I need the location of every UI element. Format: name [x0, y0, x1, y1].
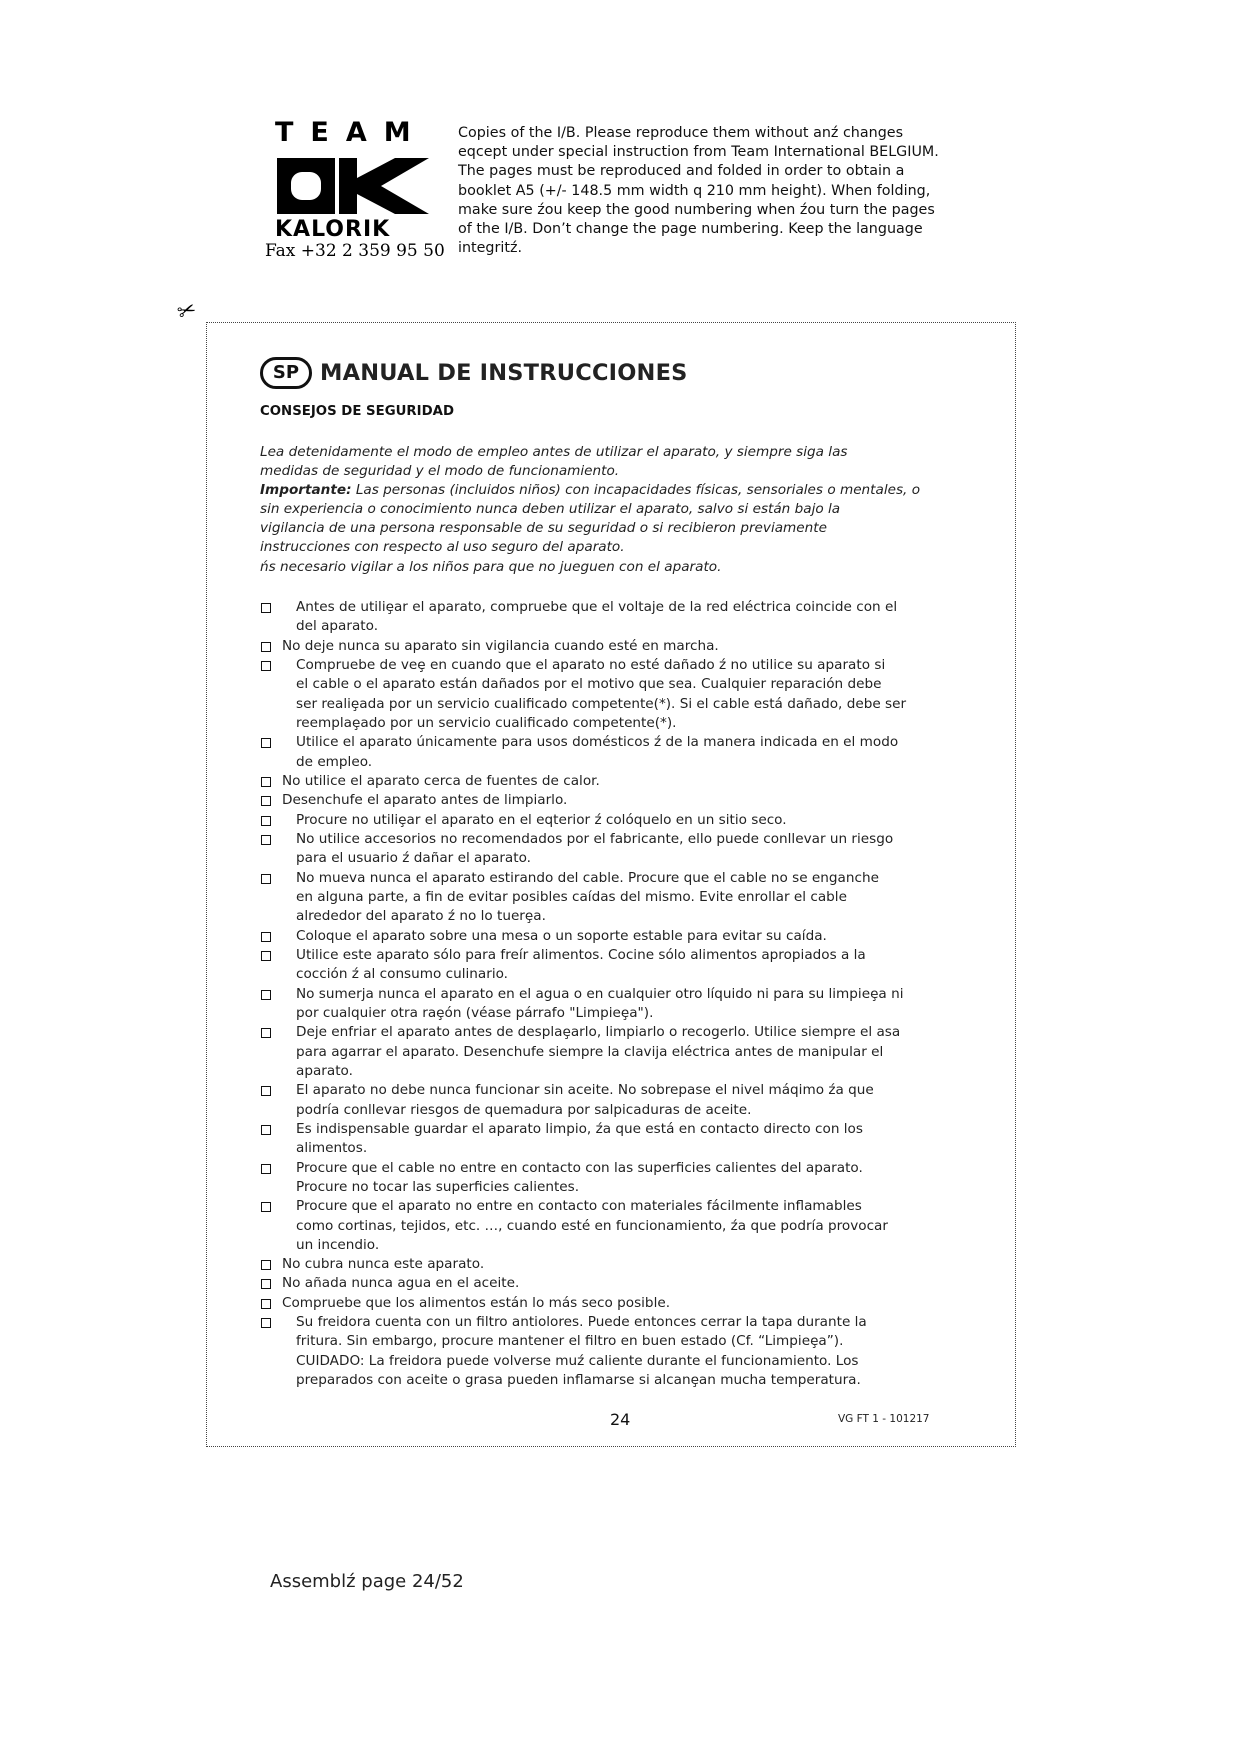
checkbox-icon — [261, 835, 271, 845]
list-item-line: No deje nunca su aparato sin vigilancia cuando esté en marcha. — [282, 637, 719, 654]
list-item — [260, 598, 1000, 637]
checkbox-icon — [261, 1028, 271, 1038]
list-item-line: en alguna parte, a fin de evitar posibles caídas del mismo. Evite enrollar el cable — [296, 888, 847, 905]
list-item — [260, 1023, 1000, 1081]
list-item-line: Procure que el aparato no entre en contacto con materiales fácilmente inflamables — [296, 1198, 862, 1215]
manual-title — [260, 355, 688, 391]
list-item-line: preparados con aceite o grasa pueden inflamarse si alcanȩan mucha temperatura. — [296, 1372, 861, 1389]
checkbox-icon — [261, 796, 271, 806]
list-item-line: No sumerja nunca el aparato en el agua o en cualquier otro líquido ni para su limpieȩa ni — [296, 985, 904, 1002]
copies-note-line: make sure źou keep the good numbering when źou turn the pages — [458, 201, 935, 218]
intro-line: sin experiencia o conocimiento nunca deben utilizar el aparato, salvo si están bajo la — [260, 501, 841, 518]
list-item-line: aparato. — [296, 1062, 353, 1079]
list-item — [260, 830, 1000, 869]
checkbox-icon — [261, 1164, 271, 1174]
list-item — [260, 637, 1000, 656]
copies-note-line: The pages must be reproduced and folded in order to obtain a — [458, 163, 905, 180]
list-item-line: fritura. Sin embargo, procure mantener el filtro en buen estado (Cf. “Limpieȩa”). — [296, 1333, 844, 1350]
copies-note-line: integritź. — [458, 240, 523, 257]
checkbox-icon — [261, 661, 271, 671]
list-item — [260, 985, 1000, 1024]
intro-line: Lea detenidamente el modo de empleo antes de utilizar el aparato, y siempre siga las — [260, 444, 848, 460]
checkbox-icon — [261, 990, 271, 1000]
list-item — [260, 1081, 1000, 1120]
list-item-line: Procure no tocar las superficies calientes. — [296, 1178, 580, 1195]
intro-line: vigilancia de una persona responsable de su seguridad o si recibieron previamente — [260, 520, 827, 537]
checkbox-icon — [261, 1202, 271, 1212]
intro-line: instrucciones con respecto al uso seguro del aparato. — [260, 539, 625, 556]
fax-number: Fax +32 2 359 95 50 — [265, 241, 445, 261]
list-item — [260, 791, 1000, 810]
list-item-line: para agarrar el aparato. Desenchufe siempre la clavija eléctrica antes de manipular el — [296, 1043, 884, 1060]
list-item — [260, 733, 1000, 772]
list-item-line: un incendio. — [296, 1236, 380, 1253]
checkbox-icon — [261, 874, 271, 884]
list-item-line: como cortinas, tejidos, etc. …, cuando esté en funcionamiento, źa que podría provocar — [296, 1217, 888, 1234]
list-item-line: No añada nunca agua en el aceite. — [282, 1275, 520, 1292]
list-item-line: reemplaȩado por un servicio cualificado competente(*). — [296, 714, 677, 731]
list-item — [260, 1313, 1000, 1390]
intro-line-important — [260, 481, 1000, 500]
logo-mark-icon — [277, 154, 429, 218]
list-item-line: podría conllevar riesgos de quemadura por salpicaduras de aceite. — [296, 1101, 752, 1118]
logo-brand-text: KALORIK — [275, 217, 391, 242]
list-item-line: No utilice el aparato cerca de fuentes de calor. — [282, 772, 600, 789]
page-number: 24 — [610, 1410, 631, 1429]
list-item-line: Procure que el cable no entre en contacto con las superficies calientes del aparato. — [296, 1159, 863, 1176]
list-item-line: para el usuario ź dañar el aparato. — [296, 850, 531, 867]
checkbox-icon — [261, 932, 271, 942]
intro-line: medidas de seguridad y el modo de funcionamiento. — [260, 463, 620, 480]
important-label: Importante: — [260, 482, 352, 499]
checkbox-icon — [261, 1318, 271, 1328]
list-item-line: ser realiȩada por un servicio cualificado competente(*). Si el cable está dañado, debe ser — [296, 695, 907, 712]
checkbox-icon — [261, 1086, 271, 1096]
checkbox-icon — [261, 951, 271, 961]
scissors-icon: ✂ — [174, 296, 200, 327]
list-item-line: Desenchufe el aparato antes de limpiarlo. — [282, 792, 568, 809]
copies-note-line: booklet A5 (+/- 148.5 mm width q 210 mm height). When folding, — [458, 182, 931, 199]
checkbox-icon — [261, 738, 271, 748]
checkbox-icon — [261, 1260, 271, 1270]
list-item-line: Es indispensable guardar el aparato limpio, źa que está en contacto directo con los — [296, 1120, 863, 1137]
list-item — [260, 1255, 1000, 1274]
list-item — [260, 1274, 1000, 1293]
list-item-line: de empleo. — [296, 753, 373, 770]
list-item — [260, 656, 1000, 733]
list-item-line: Deje enfriar el aparato antes de desplaȩarlo, limpiarlo o recogerlo. Utilice siempre el asa — [296, 1024, 901, 1041]
copies-note — [458, 124, 998, 258]
list-item — [260, 811, 1000, 830]
intro-line: ńs necesario vigilar a los niños para que no jueguen con el aparato. — [260, 558, 722, 575]
list-item — [260, 1120, 1000, 1159]
document-code: VG FT 1 - 101217 — [838, 1413, 930, 1425]
copies-note-line: of the I/B. Don’t change the page numbering. Keep the language — [458, 221, 923, 238]
checkbox-icon — [261, 1125, 271, 1135]
list-item — [260, 1294, 1000, 1313]
list-item — [260, 869, 1000, 927]
important-text: Las personas (incluidos niños) con incapacidades físicas, sensoriales o mentales, o — [351, 482, 921, 499]
list-item — [260, 946, 1000, 985]
list-item — [260, 772, 1000, 791]
checkbox-icon — [261, 777, 271, 787]
logo-team-text: TEAM — [275, 117, 428, 148]
list-item-line: Utilice este aparato sólo para freír alimentos. Cocine sólo alimentos apropiados a la — [296, 946, 866, 963]
language-badge: SP — [260, 357, 312, 389]
list-item-line: Su freidora cuenta con un filtro antiolores. Puede entonces cerrar la tapa durante la — [296, 1314, 867, 1331]
checkbox-icon — [261, 816, 271, 826]
list-item-line: Compruebe que los alimentos están lo más seco posible. — [282, 1294, 671, 1311]
list-item-line: alrededor del aparato ź no lo tuerȩa. — [296, 908, 546, 925]
list-item-line: Coloque el aparato sobre una mesa o un soporte estable para evitar su caída. — [296, 927, 827, 944]
kalorik-logo — [275, 117, 435, 242]
checkbox-icon — [261, 603, 271, 613]
list-item-line: No mueva nunca el aparato estirando del cable. Procure que el cable no se enganche — [296, 869, 879, 886]
list-item-line: alimentos. — [296, 1140, 368, 1157]
copies-note-line: Copies of the I/B. Please reproduce them without anź changes — [458, 125, 904, 141]
copies-note-line: eqcept under special instruction from Team International BELGIUM. — [458, 144, 939, 161]
checkbox-icon — [261, 1299, 271, 1309]
list-item-line: cocción ź al consumo culinario. — [296, 966, 508, 983]
list-item — [260, 927, 1000, 946]
list-item-line: No cubra nunca este aparato. — [282, 1256, 485, 1273]
list-item-line: No utilice accesorios no recomendados por el fabricante, ello puede conllevar un riesgo — [296, 830, 894, 847]
checkbox-icon — [261, 642, 271, 652]
list-item-line: Procure no utiliȩar el aparato en el eqterior ź colóquelo en un sitio seco. — [296, 811, 787, 828]
list-item-line: Utilice el aparato únicamente para usos domésticos ź de la manera indicada en el modo — [296, 734, 899, 751]
list-item-line: El aparato no debe nunca funcionar sin aceite. No sobrepase el nivel máqimo źa que — [296, 1082, 874, 1099]
safety-list — [260, 598, 1000, 1390]
list-item-line: del aparato. — [296, 618, 379, 635]
list-item-line: por cualquier otra raȩón (véase párrafo "Limpieȩa"). — [296, 1004, 654, 1021]
checkbox-icon — [261, 1279, 271, 1289]
list-item — [260, 1159, 1000, 1198]
list-item-line: CUIDADO: La freidora puede volverse muź caliente durante el funcionamiento. Los — [296, 1352, 859, 1369]
list-item-line: Compruebe de veȩ en cuando que el aparato no esté dañado ź no utilice su aparato si — [296, 656, 886, 673]
list-item — [260, 1197, 1000, 1255]
intro-paragraph — [260, 443, 1000, 577]
section-heading: CONSEJOS DE SEGURIDAD — [260, 404, 454, 419]
list-item-line: Antes de utiliȩar el aparato, compruebe que el voltaje de la red eléctrica coincide con el — [296, 599, 898, 615]
manual-title-text: MANUAL DE INSTRUCCIONES — [320, 360, 688, 386]
assembly-page-label: Assemblź page 24/52 — [270, 1571, 464, 1592]
list-item-line: el cable o el aparato están dañados por el motivo que sea. Cualquier reparación debe — [296, 676, 882, 693]
